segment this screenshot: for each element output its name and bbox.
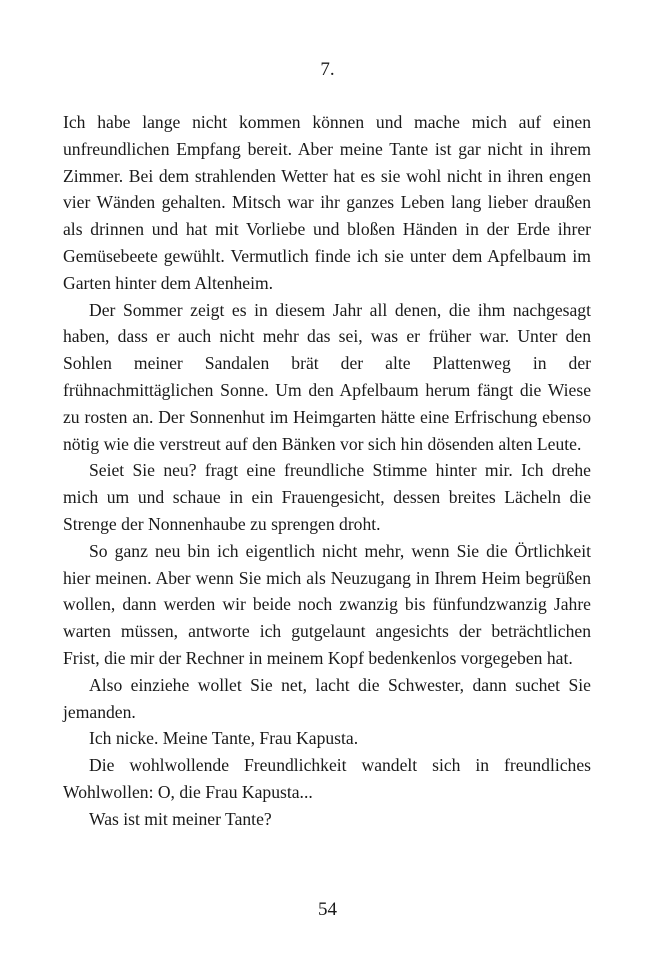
paragraph: Was ist mit meiner Tante? [89,808,272,829]
chapter-number: 7. [320,59,335,80]
paragraph: Ich nicke. Meine Tante, Frau Kapusta. [89,728,359,749]
paragraph: Der Sommer zeigt es in diesem Jahr all denen, die ihm nachgesagt haben, dass er auch nicht mehr das sei, was er früher war. Unter den Sohlen meiner Sandalen brät der alte Plattenweg in der frühnachmittäglichen Sonne. Um den Apfelbaum herum fängt die Wiese zu rosten an. Der Sonnenhut im Heimgarten hätte eine Erfrischung ebenso nötig wie die verstreut auf den Bänken vor sich hin dösenden alten Leute. [63,299,591,454]
paragraph: Ich habe lange nicht kommen können und mache mich auf einen unfreundlichen Empfang bereit. Aber meine Tante ist gar nicht in ihrem Zimmer. Bei dem strahlenden Wetter hat es sie wohl nicht in ihren engen vier Wänden gehalten. Mitsch war ihr ganzes Leben lang lieber draußen als drinnen und hat mit Vorliebe und bloßen Händen in der Erde ihrer Gemüsebeete gewühlt. Vermutlich finde ich sie unter dem Apfelbaum im Garten hinter dem Altenheim. [63,112,591,293]
body-text [63,109,591,833]
paragraph: So ganz neu bin ich eigentlich nicht mehr, wenn Sie die Örtlichkeit hier meinen. Aber wenn Sie mich als Neuzugang in Ihrem Heim begrüßen wollen, dann werden wir beide noch zwanzig bis fünfundzwanzig Jahre warten müssen, antworte ich gutgelaunt angesichts der beträchtlichen Frist, die mir der Rechner in meinem Kopf bedenkenlos vorgegeben hat. [63,540,591,668]
paragraph: Also einziehe wollet Sie net, lacht die Schwester, dann suchet Sie jemanden. [63,674,591,722]
paragraph: Seiet Sie neu? fragt eine freundliche Stimme hinter mir. Ich drehe mich um und schaue in ein Frauengesicht, dessen breites Lächeln die Strenge der Nonnenhaube zu sprengen droht. [63,460,591,534]
paragraph: Die wohlwollende Freundlichkeit wandelt sich in freundliches Wohlwollen: O, die Frau Kapusta... [63,755,591,802]
page-number: 54 [318,899,337,920]
